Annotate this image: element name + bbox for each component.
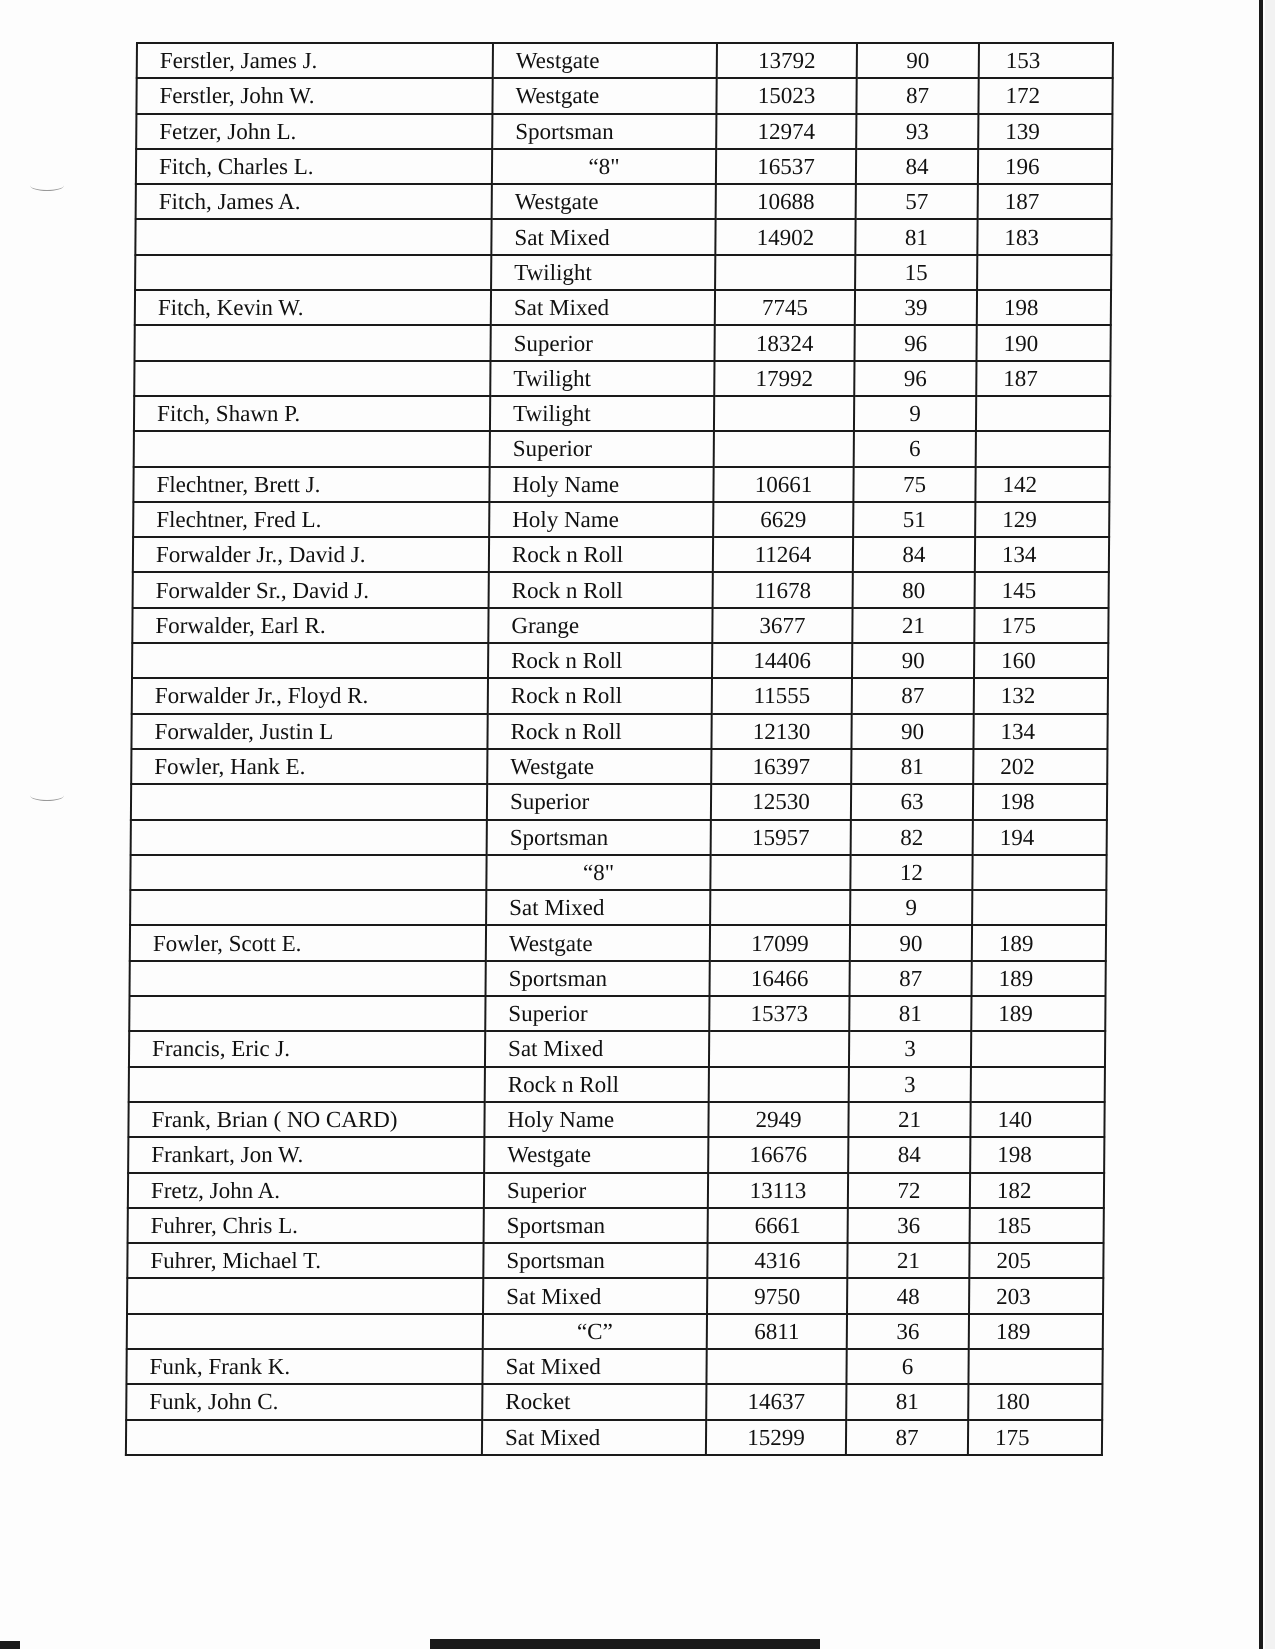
average-cell: 196 xyxy=(978,149,1112,184)
games-cell: 36 xyxy=(848,1208,970,1243)
table-row xyxy=(126,1384,1102,1419)
games-cell: 75 xyxy=(853,467,975,502)
table-row xyxy=(126,1420,1102,1455)
league-cell: Holy Name xyxy=(484,1102,708,1137)
league-cell: Rock n Roll xyxy=(488,643,712,678)
average-cell: 140 xyxy=(970,1102,1104,1137)
league-cell: “8" xyxy=(486,855,710,890)
games-cell: 21 xyxy=(847,1243,969,1278)
league-cell: Sat Mixed xyxy=(482,1349,706,1384)
table-row xyxy=(129,996,1105,1031)
table-row xyxy=(131,784,1107,819)
games-cell: 96 xyxy=(854,325,976,360)
total-pins-cell: 13792 xyxy=(717,43,857,78)
league-cell: Rock n Roll xyxy=(489,572,713,607)
league-cell: Sat Mixed xyxy=(483,1278,707,1313)
average-cell xyxy=(972,855,1106,890)
league-cell: Sportsman xyxy=(492,114,716,149)
league-cell: Superior xyxy=(485,996,709,1031)
bowler-name-cell: Ferstler, James J. xyxy=(137,43,493,78)
total-pins-cell: 12130 xyxy=(711,714,851,749)
bowler-name-cell xyxy=(131,820,487,855)
games-cell: 81 xyxy=(855,219,977,254)
total-pins-cell: 6629 xyxy=(713,502,853,537)
average-cell: 134 xyxy=(975,537,1109,572)
league-cell: Sat Mixed xyxy=(482,1420,706,1455)
games-cell: 15 xyxy=(855,255,977,290)
total-pins-cell: 16537 xyxy=(716,149,856,184)
average-cell: 134 xyxy=(973,714,1107,749)
league-cell: Rock n Roll xyxy=(487,714,711,749)
average-cell: 139 xyxy=(978,114,1112,149)
average-cell: 187 xyxy=(976,361,1110,396)
league-cell: Superior xyxy=(484,1173,708,1208)
table-row xyxy=(134,396,1110,431)
average-cell: 172 xyxy=(978,78,1112,113)
table-row xyxy=(132,608,1108,643)
table-row xyxy=(130,961,1106,996)
league-cell: Holy Name xyxy=(489,467,713,502)
table-row xyxy=(133,467,1109,502)
bowler-name-cell: Fitch, Shawn P. xyxy=(134,396,490,431)
average-cell xyxy=(976,431,1110,466)
bowler-name-cell: Fitch, Charles L. xyxy=(136,149,492,184)
league-cell: Rock n Roll xyxy=(489,537,713,572)
table-row xyxy=(134,361,1110,396)
bowler-name-cell: Flechtner, Brett J. xyxy=(133,467,489,502)
total-pins-cell xyxy=(714,431,854,466)
average-cell: 205 xyxy=(969,1243,1103,1278)
total-pins-cell: 6661 xyxy=(708,1208,848,1243)
table-row xyxy=(133,502,1109,537)
league-cell: Westgate xyxy=(492,78,716,113)
bowler-name-cell: Funk, Frank K. xyxy=(126,1349,482,1384)
league-cell: Twilight xyxy=(491,255,715,290)
bowler-name-cell: Fowler, Hank E. xyxy=(131,749,487,784)
bowler-name-cell xyxy=(134,431,490,466)
table-row xyxy=(135,290,1111,325)
table-row xyxy=(128,1137,1104,1172)
table-row xyxy=(128,1173,1104,1208)
bowler-name-cell: Forwalder, Justin L xyxy=(131,714,487,749)
average-cell: 153 xyxy=(979,43,1113,78)
games-cell: 90 xyxy=(850,925,972,960)
games-cell: 84 xyxy=(856,149,978,184)
league-cell: “C” xyxy=(483,1314,707,1349)
table-row xyxy=(130,855,1106,890)
league-cell: Grange xyxy=(488,608,712,643)
league-cell: “8" xyxy=(492,149,716,184)
table-row xyxy=(136,184,1112,219)
total-pins-cell xyxy=(709,1067,849,1102)
league-cell: Superior xyxy=(490,325,714,360)
total-pins-cell xyxy=(706,1349,846,1384)
average-cell: 180 xyxy=(968,1384,1102,1419)
table-row xyxy=(134,431,1110,466)
games-cell: 81 xyxy=(846,1384,968,1419)
average-cell: 189 xyxy=(971,996,1105,1031)
average-cell: 189 xyxy=(972,925,1106,960)
table-row xyxy=(131,820,1107,855)
total-pins-cell: 14406 xyxy=(712,643,852,678)
average-cell: 132 xyxy=(974,678,1108,713)
bowler-name-cell: Fitch, James A. xyxy=(136,184,492,219)
games-cell: 3 xyxy=(849,1067,971,1102)
total-pins-cell: 4316 xyxy=(707,1243,847,1278)
table-row xyxy=(132,643,1108,678)
average-cell: 198 xyxy=(977,290,1111,325)
bowler-name-cell: Forwalder Sr., David J. xyxy=(133,572,489,607)
table-row xyxy=(128,1208,1104,1243)
average-cell: 187 xyxy=(978,184,1112,219)
total-pins-cell: 16466 xyxy=(710,961,850,996)
league-cell: Sat Mixed xyxy=(491,290,715,325)
league-cell: Rocket xyxy=(482,1384,706,1419)
table-row xyxy=(126,1349,1102,1384)
scan-corner-mark xyxy=(0,1641,20,1649)
average-cell: 194 xyxy=(973,820,1107,855)
table-row xyxy=(129,1031,1105,1066)
league-cell: Westgate xyxy=(487,749,711,784)
games-cell: 82 xyxy=(851,820,973,855)
table-row xyxy=(127,1278,1103,1313)
bowler-name-cell xyxy=(135,219,491,254)
games-cell: 36 xyxy=(847,1314,969,1349)
total-pins-cell: 9750 xyxy=(707,1278,847,1313)
average-cell: 198 xyxy=(970,1137,1104,1172)
total-pins-cell: 15023 xyxy=(716,78,856,113)
games-cell: 81 xyxy=(849,996,971,1031)
games-cell: 51 xyxy=(853,502,975,537)
table-row xyxy=(132,678,1108,713)
total-pins-cell: 14902 xyxy=(715,219,855,254)
games-cell: 80 xyxy=(853,572,975,607)
table-row xyxy=(131,749,1107,784)
total-pins-cell xyxy=(710,855,850,890)
bowler-name-cell: Forwalder Jr., David J. xyxy=(133,537,489,572)
punch-hole-mark xyxy=(30,180,64,191)
bowler-name-cell: Fetzer, John L. xyxy=(136,114,492,149)
average-cell xyxy=(977,255,1111,290)
games-cell: 12 xyxy=(850,855,972,890)
games-cell: 84 xyxy=(853,537,975,572)
table-row xyxy=(127,1314,1103,1349)
total-pins-cell: 2949 xyxy=(708,1102,848,1137)
games-cell: 87 xyxy=(852,678,974,713)
league-cell: Sat Mixed xyxy=(485,1031,709,1066)
bowler-name-cell xyxy=(129,996,485,1031)
average-cell: 185 xyxy=(970,1208,1104,1243)
bowler-name-cell xyxy=(127,1314,483,1349)
average-cell: 183 xyxy=(977,219,1111,254)
scan-edge xyxy=(1265,0,1275,1649)
total-pins-cell: 14637 xyxy=(706,1384,846,1419)
league-cell: Westgate xyxy=(493,43,717,78)
average-cell: 203 xyxy=(969,1278,1103,1313)
total-pins-cell: 12974 xyxy=(716,114,856,149)
average-cell: 129 xyxy=(975,502,1109,537)
table-row xyxy=(130,890,1106,925)
bowler-name-cell xyxy=(127,1278,483,1313)
total-pins-cell: 7745 xyxy=(715,290,855,325)
bowler-name-cell: Fretz, John A. xyxy=(128,1173,484,1208)
league-cell: Twilight xyxy=(490,396,714,431)
league-cell: Westgate xyxy=(492,184,716,219)
total-pins-cell xyxy=(710,890,850,925)
bowler-name-cell xyxy=(131,784,487,819)
table-row xyxy=(136,114,1112,149)
league-cell: Sportsman xyxy=(483,1243,707,1278)
average-cell xyxy=(976,396,1110,431)
games-cell: 93 xyxy=(856,114,978,149)
average-cell: 182 xyxy=(970,1173,1104,1208)
bowler-name-cell xyxy=(134,325,490,360)
total-pins-cell: 15373 xyxy=(709,996,849,1031)
games-cell: 87 xyxy=(846,1420,968,1455)
total-pins-cell xyxy=(715,255,855,290)
bowler-name-cell xyxy=(134,361,490,396)
games-cell: 90 xyxy=(852,643,974,678)
league-cell: Westgate xyxy=(484,1137,708,1172)
games-cell: 72 xyxy=(848,1173,970,1208)
bowler-name-cell: Forwalder, Earl R. xyxy=(132,608,488,643)
bowler-name-cell: Frankart, Jon W. xyxy=(128,1137,484,1172)
table-row xyxy=(127,1243,1103,1278)
league-cell: Sat Mixed xyxy=(486,890,710,925)
total-pins-cell: 6811 xyxy=(707,1314,847,1349)
average-cell: 160 xyxy=(974,643,1108,678)
total-pins-cell: 15957 xyxy=(711,820,851,855)
bowler-name-cell xyxy=(135,255,491,290)
league-cell: Westgate xyxy=(486,925,710,960)
scan-edge-line xyxy=(1259,0,1263,1649)
table-row xyxy=(133,572,1109,607)
total-pins-cell: 18324 xyxy=(714,325,854,360)
league-cell: Sportsman xyxy=(486,961,710,996)
league-cell: Sat Mixed xyxy=(491,219,715,254)
games-cell: 6 xyxy=(854,431,976,466)
table-row xyxy=(136,149,1112,184)
games-cell: 87 xyxy=(850,961,972,996)
league-cell: Superior xyxy=(487,784,711,819)
games-cell: 84 xyxy=(848,1137,970,1172)
games-cell: 39 xyxy=(855,290,977,325)
total-pins-cell: 17992 xyxy=(714,361,854,396)
league-cell: Rock n Roll xyxy=(485,1067,709,1102)
bowler-name-cell: Forwalder Jr., Floyd R. xyxy=(132,678,488,713)
bowler-name-cell: Frank, Brian ( NO CARD) xyxy=(128,1102,484,1137)
games-cell: 90 xyxy=(851,714,973,749)
bowler-name-cell: Ferstler, John W. xyxy=(136,78,492,113)
games-cell: 81 xyxy=(851,749,973,784)
total-pins-cell: 10661 xyxy=(713,467,853,502)
average-cell: 189 xyxy=(969,1314,1103,1349)
table-row xyxy=(130,925,1106,960)
table-row xyxy=(133,537,1109,572)
bowler-name-cell: Flechtner, Fred L. xyxy=(133,502,489,537)
scan-bottom-bar xyxy=(430,1639,820,1649)
games-cell: 9 xyxy=(854,396,976,431)
table-row xyxy=(131,714,1107,749)
table-row xyxy=(137,43,1113,78)
average-cell: 190 xyxy=(976,325,1110,360)
total-pins-cell: 12530 xyxy=(711,784,851,819)
league-cell: Sportsman xyxy=(487,820,711,855)
total-pins-cell: 13113 xyxy=(708,1173,848,1208)
bowler-name-cell: Funk, John C. xyxy=(126,1384,482,1419)
games-cell: 57 xyxy=(856,184,978,219)
average-cell xyxy=(972,890,1106,925)
table-body xyxy=(126,43,1113,1455)
bowler-average-table xyxy=(125,42,1114,1456)
average-cell xyxy=(968,1349,1102,1384)
total-pins-cell: 15299 xyxy=(706,1420,846,1455)
league-cell: Superior xyxy=(490,431,714,466)
bowler-name-cell xyxy=(126,1420,482,1455)
bowler-name-cell: Francis, Eric J. xyxy=(129,1031,485,1066)
total-pins-cell: 11264 xyxy=(713,537,853,572)
games-cell: 9 xyxy=(850,890,972,925)
games-cell: 21 xyxy=(852,608,974,643)
games-cell: 6 xyxy=(846,1349,968,1384)
games-cell: 48 xyxy=(847,1278,969,1313)
bowler-name-cell xyxy=(132,643,488,678)
bowler-name-cell: Fuhrer, Michael T. xyxy=(127,1243,483,1278)
table-row xyxy=(136,78,1112,113)
total-pins-cell xyxy=(709,1031,849,1066)
total-pins-cell: 11678 xyxy=(713,572,853,607)
table-row xyxy=(129,1067,1105,1102)
league-cell: Sportsman xyxy=(484,1208,708,1243)
average-cell xyxy=(971,1031,1105,1066)
average-cell: 198 xyxy=(973,784,1107,819)
bowler-name-cell: Fuhrer, Chris L. xyxy=(128,1208,484,1243)
average-cell: 202 xyxy=(973,749,1107,784)
table-row xyxy=(128,1102,1104,1137)
total-pins-cell: 3677 xyxy=(712,608,852,643)
table-row xyxy=(135,255,1111,290)
bowler-name-cell: Fitch, Kevin W. xyxy=(135,290,491,325)
bowler-name-cell: Fowler, Scott E. xyxy=(130,925,486,960)
bowler-table-wrapper xyxy=(125,42,1112,1456)
games-cell: 96 xyxy=(854,361,976,396)
games-cell: 3 xyxy=(849,1031,971,1066)
average-cell: 145 xyxy=(975,572,1109,607)
bowler-name-cell xyxy=(129,1067,485,1102)
punch-hole-mark xyxy=(30,790,64,801)
games-cell: 63 xyxy=(851,784,973,819)
total-pins-cell: 16676 xyxy=(708,1137,848,1172)
league-cell: Holy Name xyxy=(489,502,713,537)
table-row xyxy=(134,325,1110,360)
total-pins-cell xyxy=(714,396,854,431)
average-cell: 189 xyxy=(972,961,1106,996)
bowler-name-cell xyxy=(130,961,486,996)
bowler-name-cell xyxy=(130,855,486,890)
total-pins-cell: 10688 xyxy=(716,184,856,219)
total-pins-cell: 17099 xyxy=(710,925,850,960)
games-cell: 87 xyxy=(856,78,978,113)
average-cell: 175 xyxy=(974,608,1108,643)
bowler-name-cell xyxy=(130,890,486,925)
games-cell: 90 xyxy=(857,43,979,78)
table-row xyxy=(135,219,1111,254)
average-cell: 142 xyxy=(975,467,1109,502)
average-cell: 175 xyxy=(968,1420,1102,1455)
total-pins-cell: 11555 xyxy=(712,678,852,713)
total-pins-cell: 16397 xyxy=(711,749,851,784)
games-cell: 21 xyxy=(848,1102,970,1137)
league-cell: Twilight xyxy=(490,361,714,396)
average-cell xyxy=(971,1067,1105,1102)
league-cell: Rock n Roll xyxy=(488,678,712,713)
